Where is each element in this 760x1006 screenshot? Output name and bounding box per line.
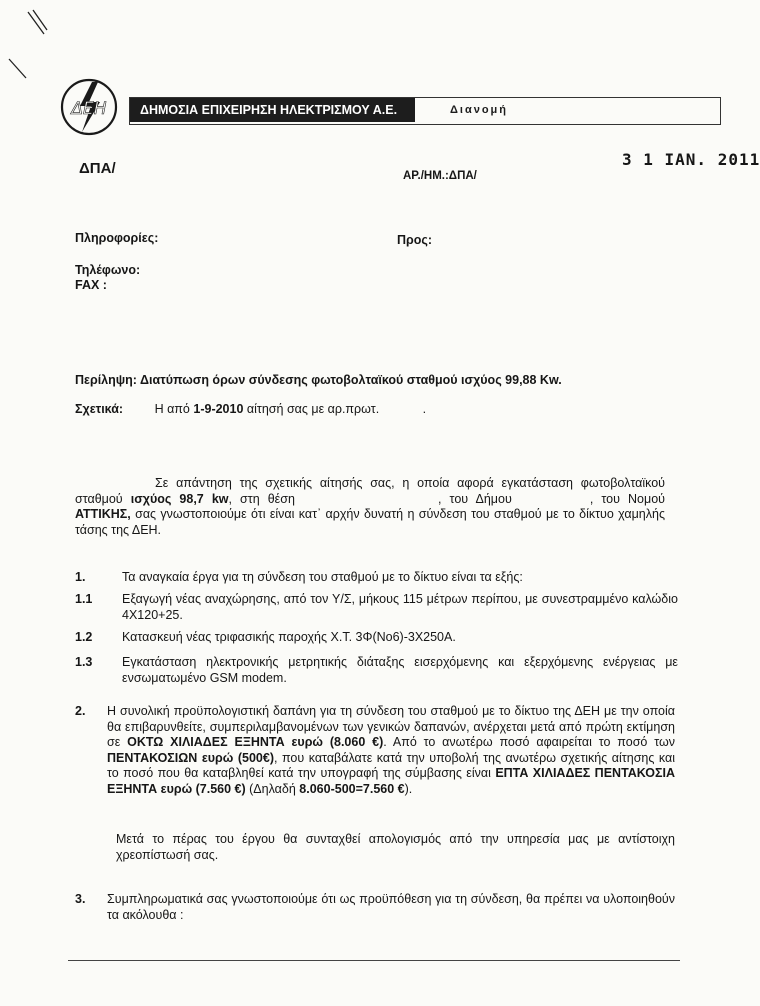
dei-logo bbox=[58, 76, 120, 143]
intro-text-5: σας γνωστοποιούμε ότι είναι κατ᾽ αρχήν δυνατή η σύνδεση του σταθμού με το δίκτυο χαμηλής τάσης της ΔΕΗ. bbox=[75, 507, 665, 537]
summary-text: Διατύπωση όρων σύνδεσης φωτοβολταϊκού σταθμού ισχύος 99,88 Kw. bbox=[140, 373, 562, 387]
cost-paragraph bbox=[107, 704, 675, 797]
date-stamp: 3 1 ΙΑΝ. 2011 bbox=[622, 150, 760, 169]
related-line bbox=[75, 402, 426, 416]
item-number: 1.2 bbox=[75, 630, 93, 644]
intro-text-1: Σε απάντηση της σχετικής αίτησής σας, η οποία αφορά εγκατάσταση φωτοβολταϊκού σταθμού bbox=[75, 476, 665, 506]
recipient-label: Προς: bbox=[397, 233, 433, 247]
related-post: αίτησή σας με αρ.πρωτ. bbox=[246, 402, 380, 416]
item-text: Εγκατάσταση ηλεκτρονικής μετρητικής διάταξης εισερχόμενης και εξερχόμενης ενέργειας με ενσωματωμένο GSM modem. bbox=[122, 655, 678, 685]
org-name: ΔΗΜΟΣΙΑ ΕΠΙΧΕΙΡΗΣΗ ΗΛΕΚΤΡΙΣΜΟΥ Α.Ε. bbox=[130, 98, 415, 122]
item-number: 1.1 bbox=[75, 592, 93, 606]
item-number: 1.3 bbox=[75, 655, 93, 669]
cost-total: ΟΚΤΩ ΧΙΛΙΑΔΕΣ ΕΞΗΝΤΑ ευρώ (8.060 €) bbox=[127, 735, 384, 749]
intro-text-2: , στη θέση bbox=[228, 491, 295, 506]
cost-text-5: ). bbox=[404, 781, 413, 796]
department-code: ΔΠΑ/ bbox=[79, 160, 116, 177]
fax-label: FAX : bbox=[75, 278, 107, 292]
related-label: Σχετικά: bbox=[75, 402, 124, 416]
item-text: Κατασκευή νέας τριφασικής παροχής Χ.Τ. 3Φ(Νο6)-3Χ250Α. bbox=[122, 630, 456, 644]
summary-label: Περίληψη: bbox=[75, 373, 137, 387]
info-label: Πληροφορίες: bbox=[75, 231, 159, 245]
phone-label: Τηλέφωνο: bbox=[75, 263, 141, 277]
cost-remaining: ΕΠΤΑ ΧΙΛΙΑΔΕΣ ΠΕΝΤΑΚΟΣΙΑ ΕΞΗΝΤΑ ευρώ (7.560 €) bbox=[107, 766, 675, 796]
footer-divider bbox=[68, 960, 680, 961]
item-text: Συμπληρωματικά σας γνωστοποιούμε ότι ως προϋπόθεση για τη σύνδεση, θα πρέπει να υλοποιηθούν τα ακόλουθα : bbox=[107, 892, 675, 922]
cost-text-3: , που καταβάλατε κατά την υποβολή της ανωτέρω σχετικής αίτησης και το ποσό που θα καταβληθεί κατά την υπογραφή της σύμβασης είναι bbox=[107, 750, 675, 780]
related-pre: Η από bbox=[154, 402, 190, 416]
item-number: 1. bbox=[75, 570, 86, 584]
intro-text-4: , του Νομού bbox=[589, 491, 665, 506]
logo-lettering: ΔΕΗ bbox=[71, 99, 107, 119]
cost-text-4: (Δηλαδή bbox=[249, 781, 296, 796]
item-number: 2. bbox=[75, 704, 86, 718]
intro-text-3: , του Δήμου bbox=[438, 491, 512, 506]
cost-text-2: . Από το ανωτέρω ποσό αφαιρείται το ποσό των bbox=[383, 735, 675, 749]
intro-prefecture: ΑΤΤΙΚΗΣ, bbox=[75, 507, 131, 521]
letterhead-banner bbox=[129, 97, 721, 125]
related-date: 1-9-2010 bbox=[193, 402, 244, 416]
reference-number-label: ΑΡ./ΗΜ.:ΔΠΑ/ bbox=[403, 170, 477, 182]
item-number: 3. bbox=[75, 892, 86, 906]
cost-text-1: Η συνολική προϋπολογιστική δαπάνη για τη σύνδεση του σταθμού με το δίκτυο της ΔΕΗ με την οποία θα επιβαρυνθείτε, συμπεριλαμβανομένων των γενικών δαπανών, ανέρχεται μετά από πρώτη εκτίμηση σε bbox=[107, 704, 675, 749]
item-text: Εξαγωγή νέας αναχώρησης, από τον Υ/Σ, μήκους 115 μέτρων περίπου, με συνεστραμμένο καλώδιο 4Χ120+25. bbox=[122, 592, 678, 622]
dei-logo-icon bbox=[58, 76, 120, 138]
distribution-label: Διανομή bbox=[450, 104, 509, 116]
intro-paragraph bbox=[75, 476, 665, 538]
cost-calculation: 8.060-500=7.560 € bbox=[299, 781, 405, 796]
intro-power: ισχύος 98,7 kw bbox=[130, 491, 229, 506]
item-text: Τα αναγκαία έργα για τη σύνδεση του σταθμού με το δίκτυο είναι τα εξής: bbox=[122, 570, 523, 584]
settlement-note: Μετά το πέρας του έργου θα συνταχθεί απολογισμός από την υπηρεσία μας με αντίστοιχη χρεοπίστωσή σας. bbox=[116, 832, 675, 862]
cost-deposit: ΠΕΝΤΑΚΟΣΙΩΝ ευρώ (500€) bbox=[107, 750, 274, 765]
scan-mark-lines bbox=[0, 0, 60, 90]
summary-line bbox=[75, 373, 562, 387]
related-tail: . bbox=[422, 402, 427, 416]
